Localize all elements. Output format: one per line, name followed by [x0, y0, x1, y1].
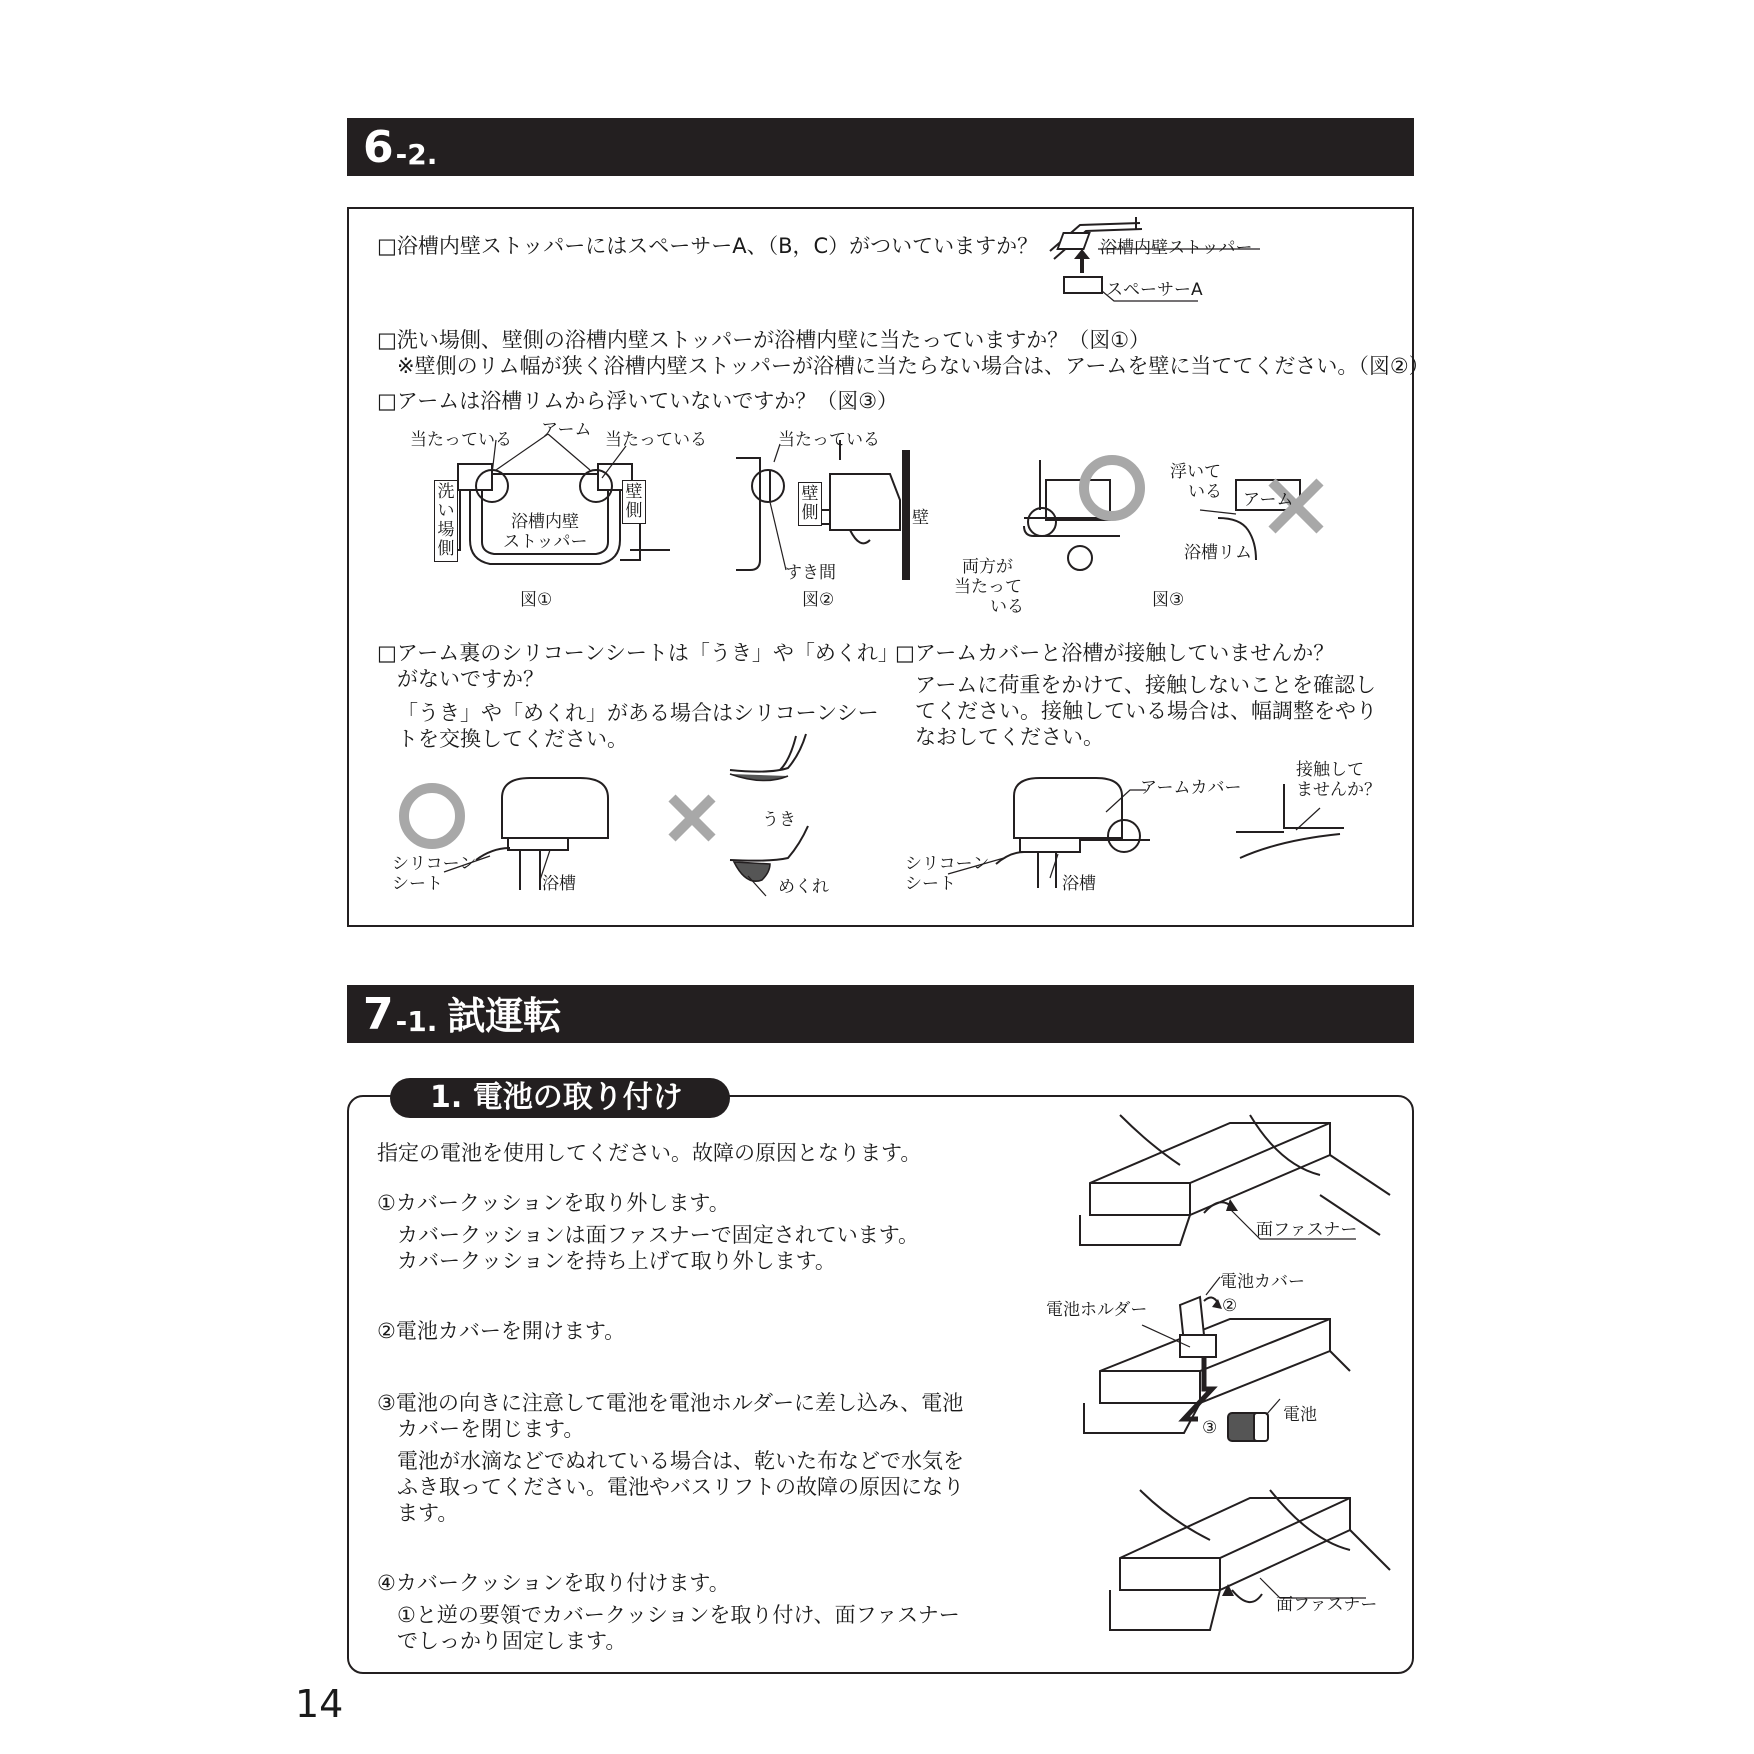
arm-cover-label: アームカバー — [1140, 778, 1242, 798]
silicone-label-left-2: シート — [392, 874, 443, 894]
check-arm-float-question: □アームは浴槽リムから浮いていないですか？（図③） — [377, 389, 899, 413]
fig1-wall-side-label: 壁 側 — [622, 480, 646, 524]
step-4-detail-2: でしっかり固定します。 — [397, 1629, 627, 1653]
fig3-both-contact-label-3: いる — [990, 597, 1024, 617]
step-1: ①カバークッションを取り外します。 — [377, 1191, 730, 1215]
step-1-detail-2: カバークッションを持ち上げて取り外します。 — [397, 1249, 836, 1273]
battery-intro: 指定の電池を使用してください。故障の原因となります。 — [377, 1141, 922, 1165]
fig2-caption: 図② — [802, 590, 835, 610]
battery-cover-label: 電池カバー — [1220, 1272, 1305, 1292]
silicone-note-line-2: トを交換してください。 — [397, 727, 628, 751]
uki-label: うき — [762, 810, 796, 830]
heading-number: 6 — [363, 122, 394, 173]
fig1-contact-left-label: 当たっている — [410, 430, 512, 450]
contact-question-label-1: 接触して — [1296, 760, 1364, 780]
heading-subnumber: -2. — [395, 138, 438, 171]
check-stopper-contact-question: □洗い場側、壁側の浴槽内壁ストッパーが浴槽内壁に当たっていますか？（図①） — [377, 328, 1151, 352]
fig1-contact-right-label: 当たっている — [605, 430, 707, 450]
silicone-label-left-1: シリコーン — [392, 854, 477, 874]
check-spacer-question: □浴槽内壁ストッパーにはスペーサーA、（B，C）がついていますか？ — [377, 234, 1039, 258]
battery-insert-illustration — [1080, 1295, 1360, 1475]
fig1-arm-label: アーム — [541, 420, 592, 440]
mekure-label: めくれ — [778, 877, 829, 897]
heading-subnumber: -1. — [395, 1005, 438, 1038]
check-arm-cover-question: □アームカバーと浴槽が接触していませんか？ — [895, 641, 1335, 665]
step-2: ②電池カバーを開けます。 — [377, 1319, 626, 1343]
fig3-float-label-2: いる — [1188, 482, 1222, 502]
battery-label: 電池 — [1283, 1405, 1317, 1425]
heading-number: 7 — [363, 989, 394, 1040]
stopper-label: 浴槽内壁ストッパー — [1100, 238, 1253, 258]
fig3-both-contact-label-2: 当たって — [954, 577, 1022, 597]
arm-cover-note-line-1: アームに荷重をかけて、接触しないことを確認し — [915, 673, 1376, 697]
silicone-label-right-2: シート — [905, 874, 956, 894]
cushion-remove-illustration — [1080, 1115, 1400, 1265]
step-number-2-label: ② — [1222, 1296, 1238, 1316]
tub-label-right: 浴槽 — [1062, 874, 1096, 894]
hook-loop-fastener-label-top: 面ファスナー — [1256, 1220, 1358, 1240]
fig2-wall-label: 壁 — [912, 508, 929, 528]
figure-1-illustration — [430, 430, 690, 590]
page-number: 14 — [295, 1682, 344, 1726]
silicone-note-line-1: 「うき」や「めくれ」がある場合はシリコーンシー — [397, 701, 879, 725]
step-3-detail-1: 電池が水滴などでぬれている場合は、乾いた布などで水気を — [397, 1449, 964, 1473]
stopper-contact-note: ※壁側のリム幅が狭く浴槽内壁ストッパーが浴槽に当たらない場合は、アームを壁に当ててください。（図②） — [397, 354, 1430, 378]
step-3-line-2: カバーを閉じます。 — [397, 1417, 585, 1441]
contact-question-label-2: ませんか？ — [1296, 780, 1381, 800]
fig3-float-label-1: 浮いて — [1170, 462, 1221, 482]
section-7-1-heading — [347, 985, 1414, 1043]
hook-loop-fastener-label-bottom: 面ファスナー — [1276, 1595, 1378, 1615]
fig1-wash-side-label: 洗 い 場 側 — [434, 480, 458, 562]
fig2-contact-label: 当たっている — [778, 430, 880, 450]
fig2-wall-side-label: 壁 側 — [798, 482, 822, 526]
heading-title: 試運転 — [447, 994, 562, 1038]
check-silicone-question-line-1: □アーム裏のシリコーンシートは「うき」や「めくれ」 — [377, 641, 899, 665]
fig1-stopper-label-2: ストッパー — [503, 532, 588, 552]
cushion-attach-illustration — [1100, 1490, 1400, 1650]
battery-holder-label: 電池ホルダー — [1046, 1300, 1148, 1320]
arm-cover-note-line-3: なおしてください。 — [915, 725, 1104, 749]
step-3-detail-3: ます。 — [397, 1501, 459, 1525]
fig3-arm-label: アーム — [1243, 490, 1294, 510]
step-4-detail-1: ①と逆の要領でカバークッションを取り付け、面ファスナー — [397, 1603, 960, 1627]
silicone-label-right-1: シリコーン — [905, 854, 990, 874]
fig1-caption: 図① — [520, 590, 553, 610]
spacer-a-label: スペーサーA — [1106, 280, 1203, 300]
fig3-both-contact-label-1: 両方が — [962, 557, 1013, 577]
fig1-stopper-label-1: 浴槽内壁 — [511, 512, 579, 532]
fig3-rim-label: 浴槽リム — [1184, 543, 1252, 563]
step-3-line-1: ③電池の向きに注意して電池を電池ホルダーに差し込み、電池 — [377, 1391, 964, 1415]
fig2-gap-label: すき間 — [785, 563, 836, 583]
section-6-2-heading — [347, 118, 1414, 176]
tub-label-left: 浴槽 — [542, 874, 576, 894]
arm-cover-note-line-2: てください。接触している場合は、幅調整をやり — [915, 699, 1377, 723]
step-3-detail-2: ふき取ってください。電池やバスリフトの故障の原因になり — [397, 1475, 964, 1499]
fig3-caption: 図③ — [1152, 590, 1185, 610]
step-number-3-label: ③ — [1202, 1418, 1218, 1438]
battery-install-subheading: 1. 電池の取り付け — [390, 1078, 730, 1118]
step-4: ④カバークッションを取り付けます。 — [377, 1571, 730, 1595]
check-silicone-question-line-2: がないですか？ — [397, 667, 544, 691]
step-1-detail-1: カバークッションは面ファスナーで固定されています。 — [397, 1223, 920, 1247]
figure-2-illustration — [730, 440, 930, 580]
